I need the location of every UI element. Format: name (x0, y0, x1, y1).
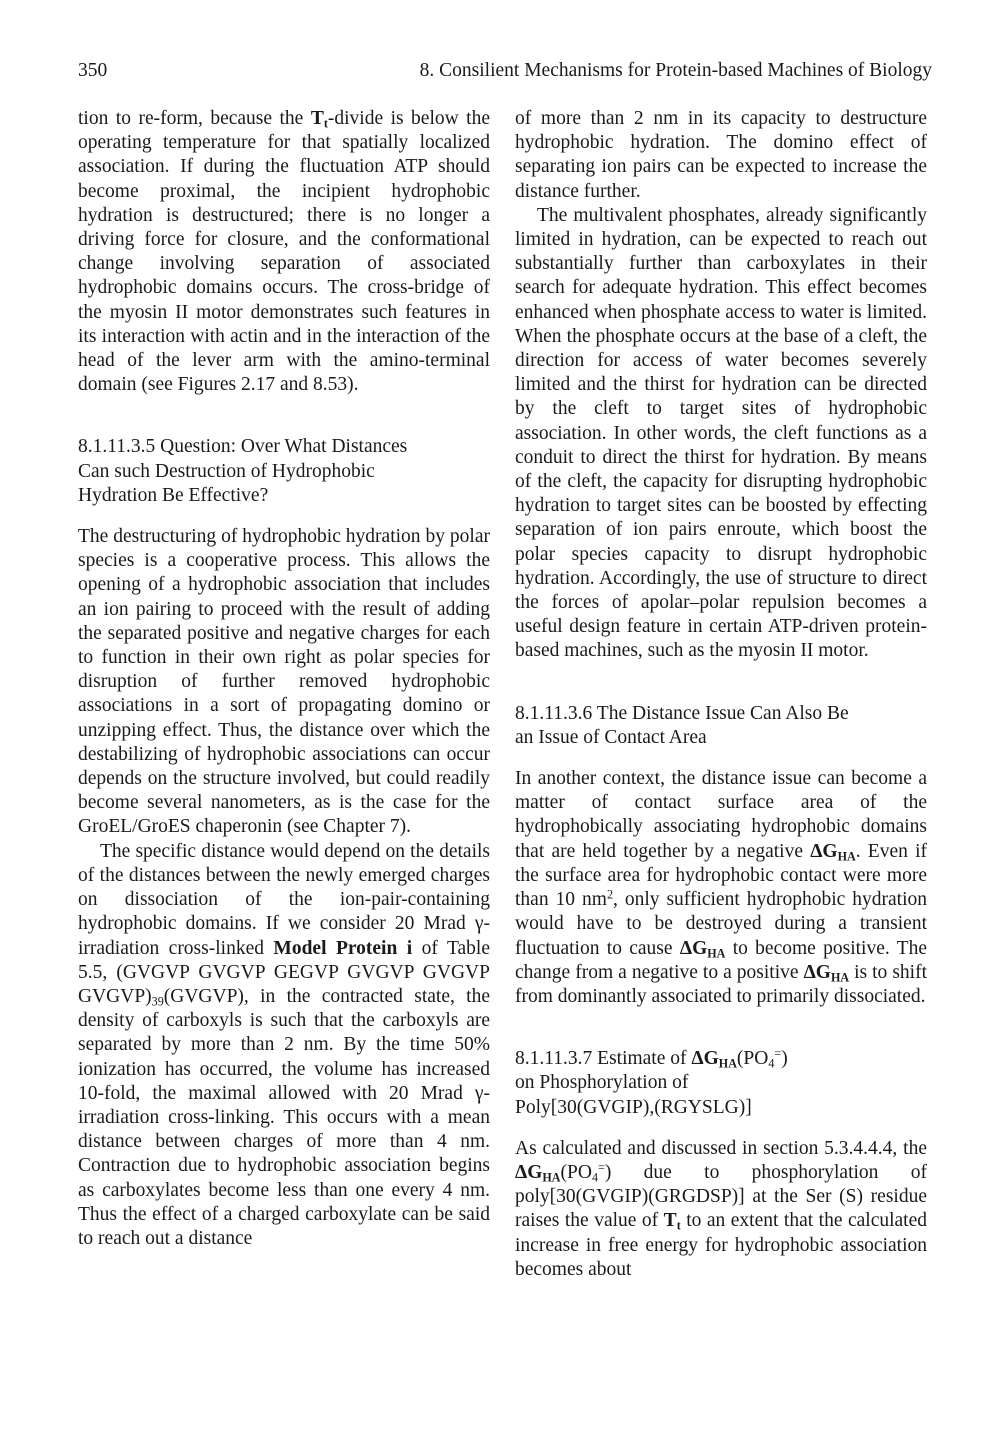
section-heading-8-1-11-3-7: 8.1.11.3.7 Estimate of $\Delta G_{HA}(PO_4^=)$ on Phosphorylation of Poly[30(GVGIP),(RGYSLG)] (515, 1046, 788, 1118)
running-head (78, 58, 932, 84)
chapter-title: 8. Consilient Mechanisms for Protein-based Machines of Biology (419, 60, 932, 81)
paragraph-contact-area: In another context, the distance issue can become a matter of contact surface area of the hydrophobically associating hydrophobic domains that are held together by a negative $\Delta G_{HA}$. Even if the surface area for hydrophobic contact were more than 10 $nm^2$, only sufficient hydrophobic hydration would have to be destroyed during a transient fluctuation to cause $\Delta G_{HA}$ to become positive. The change from a negative to a positive $\Delta G_{HA}$ is to shift from dominantly associated to primarily dissociated. (515, 768, 928, 1007)
section-heading-8-1-11-3-6: 8.1.11.3.6 The Distance Issue Can Also Be an Issue of Contact Area (515, 702, 849, 748)
left-column (78, 107, 490, 1251)
paragraph-destructuring: The destructuring of hydrophobic hydration by polar species is a cooperative process. This allows the opening of a hydrophobic association that includes an ion pairing to proceed with the result of adding the separated positive and negative charges for each to function in their own right as polar species for disruption of further removed hydrophobic associations in a sort of propagating domino or unzipping effect. Thus, the distance over which the destabilizing of hydrophobic associations can occur depends on the structure involved, but could readily become several nanometers, as is the case for the GroEL/GroES chaperonin (see Chapter 7). (78, 526, 490, 838)
tt-symbol: T (310, 108, 324, 129)
model-protein-label: Model Protein i (273, 937, 413, 959)
paragraph-specific-distance: The specific distance would depend on the details of the distances between the newly emerged charges on dissociation of the ion-pair-containing hydrophobic domains. If we consider 20 Mrad γ-irradiation cross-linked Model Protein i of Table 5.5, (GVGVP GVGVP GEGVP GVGVP GVGVP $GVGVP)_{39}(GVGVP)$, in the contracted state, the density of carboxyls is such that the carboxyls are separated by more than 2 nm. By the time 50% ionization has occurred, the volume has increased 10-fold, the maximal allowed with 20 Mrad γ-irradiation cross-linking. This occurs with a mean distance between charges of more than 4 nm. Contraction due to hydrophobic association begins as carboxylates become less than one every 4 nm. Thus the effect of a charged carboxylate can be said to reach out a distance (78, 840, 490, 1249)
paragraph-continued-right: of more than 2 nm in its capacity to destructure hydrophobic hydration. The domino effect of separating ion pairs can be expected to increase the distance further. (515, 108, 927, 202)
page-number: 350 (78, 60, 108, 81)
paragraph-multivalent-phosphates: The multivalent phosphates, already significantly limited in hydration, can be expected to reach out substantially further than carboxylates in their search for adequate hydration. This effect becomes enhanced when phosphate access to water is limited. When the phosphate occurs at the base of a cleft, the direction for access of water becomes severely limited and the thirst for hydration can be directed by the cleft to target sites of hydrophobic association. In other words, the cleft functions as a conduit to direct the thirst for hydration. By means of the cleft, the capacity for disrupting hydrophobic hydration to target sites can be boosted by effecting separation of ion pairs enroute, which boost the polar species capacity to disrupt hydrophobic hydration. Accordingly, the use of structure to direct the forces of apolar–polar repulsion becomes a useful design feature in certain ATP-driven protein-based machines, such as the myosin II motor. (515, 204, 927, 662)
paragraph-continued: tion to re-form, because the $T_t$-divide is below the operating temperature for that spatially localized association. If during the fluctuation ATP should become proximal, the incipient hydrophobic hydration is destructured; there is no longer a driving force for closure, and the conformational change involving separation of associated hydrophobic domains occurs. The cross-bridge of the myosin II motor demonstrates such features in its interaction with actin and in the interaction of the head of the lever arm with the amino-terminal domain (see Figures 2.17 and 8.53). (78, 108, 490, 396)
paragraph-calculated: As calculated and discussed in section 5.3.4.4.4, the $\Delta G_{HA}(PO_4^=)$ due to phosphorylation of poly[30(GVGIP)(GRGDSP)] at the Ser (S) residue raises the value of $T_t$ to an extent that the calculated increase in free energy for hydrophobic association becomes about (515, 1137, 927, 1280)
section-heading-8-1-11-3-5: 8.1.11.3.5 Question: Over What Distances Can such Destruction of Hydrophobic Hydration Be Effective? (78, 436, 408, 506)
right-column (515, 107, 927, 1282)
